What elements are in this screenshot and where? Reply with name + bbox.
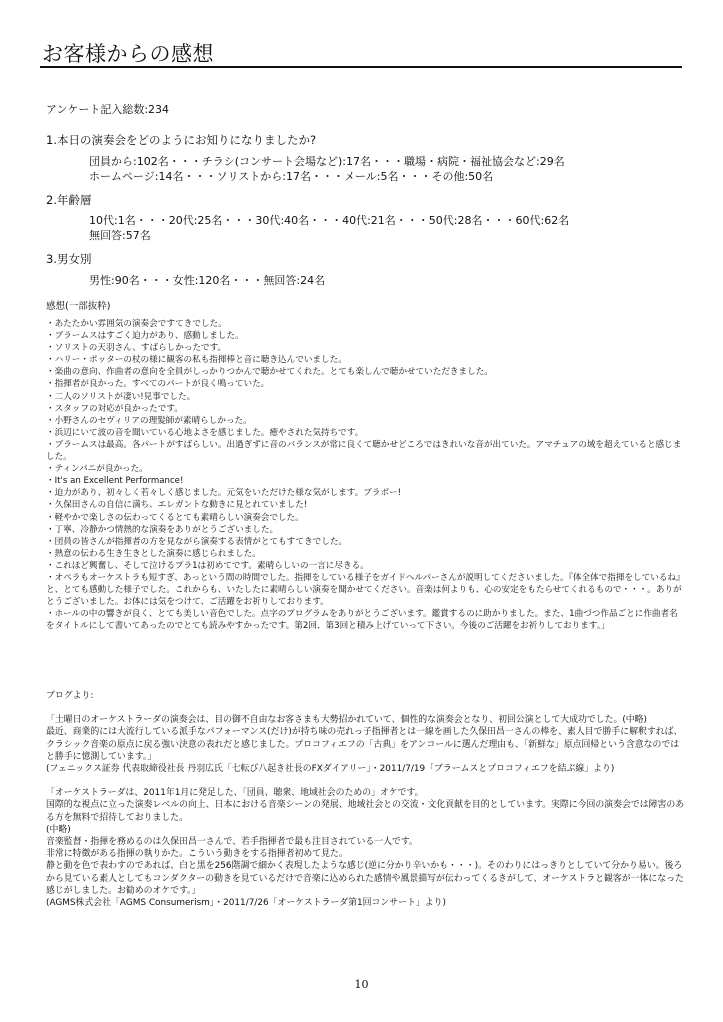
impression-item: ・オペラもオーケストラも短すぎ、あっという間の時間でした。指揮をしている様子をガイドヘルパーさんが説明してくださいました。『体全体で指揮をしているね』と、とても感動した様子でした。これからも、いたしたに素晴らしい演奏を聞かせてください。音楽は何よりも、心の安定をもたらせてくれるもので・・・。ありがとうございました。お体には気をつけて、ご活躍をお祈りしております。 xyxy=(46,572,685,608)
impression-item: ・スタッフの対応が良かったです。 xyxy=(46,403,183,414)
impression-item: ・ホールの中の響きが良く、とても美しい音色でした。点字のプログラムをありがとうございます。鑑賞するのに助かりました。また、1曲づつ作品ごとに作曲者名をタイトルにして書いてあったのでとても読みやすかったです。第2回、第3回と積み上げていって下さい。今後のご活躍をお祈りしております。」 xyxy=(46,609,678,632)
impression-item: ・丁寧、冷静かつ情熱的な演奏をありがとうございました。 xyxy=(46,524,279,535)
impression-item: ・熱意の伝わる生き生きとした演奏に感じられました。 xyxy=(46,548,261,559)
impression-item: ・二人のソリストが凄い!見事でした。 xyxy=(46,391,196,402)
q2-answer-line-2: 無回答:57名 xyxy=(89,229,151,242)
blog-heading: ブログより: xyxy=(46,691,94,701)
blog-entry-2-paragraph: 静と動を色で表わすのであれば、白と黒を256階調で細かく表現したような感じ(逆に分かり辛いかも・・・)。そのわりにはっきりとしていて分かり易い。後ろから見ている素人としてもコンダクターの動きを見ているだけで音楽に込められた感情や風景描写が伝わってくるきがして、オーケストラと観客が一体になった感じがしました。お勧めのオケです。」 xyxy=(46,861,684,896)
blog-entry-2-paragraph: 音楽監督・指揮を務めるのは久保田昌一さんで、若手指揮者で最も注目されている一人です。 xyxy=(46,837,418,848)
blog-entry-2-paragraph: 非常に特徴がある指揮の執りかた。こういう動きをする指揮者初めて見た。 xyxy=(46,849,348,860)
impression-item: ・指揮者が良かった。すべてのパートが良く鳴っていた。 xyxy=(46,379,270,390)
impression-item: ・久保田さんの自信に満ち、エレガントな動きに見とれていました! xyxy=(46,500,308,511)
impression-item: ・ブラームスは最高。各パートがすばらしい。出過ぎずに音のバランスが常に良くて聴かせどころではきれいな音が出ていた。アマチュアの域を超えていると感じました。 xyxy=(46,439,682,463)
q2-answer-line-1: 10代:1名・・・20代:25名・・・30代:40名・・・40代:21名・・・50代:28名・・・60代:62名 xyxy=(89,214,570,227)
impression-item: ・It's an Excellent Performance! xyxy=(46,476,184,487)
paragraph-gap xyxy=(46,775,686,787)
blog-entry-2-paragraph: 「オーケストラーダは、2011年1月に発足した、「団員、聴衆、地域社会のための」オケです。 xyxy=(46,788,424,799)
impression-item: ・団員の皆さんが指揮者の方を見ながら演奏する表情がとてもすてきでした。 xyxy=(46,536,348,547)
impressions-list xyxy=(46,318,686,632)
impression-item: ・軽やかで楽しさの伝わってくるとても素晴らしい演奏会でした。 xyxy=(46,512,304,523)
blog-entry-1-paragraph: 最近、商業的には大流行している派手なパフォーマンス(だけ)が持ち味の売れっ子指揮者とは一線を画した久保田昌一さんの棒を、素人目で勝手に解釈すれば、クラシック音楽の原点に戻る強い決意の表れだと感じました。プロコフィエフの「古典」をアンコールに選んだ理由も、「新鮮な」原点回帰という含意なのではと勝手に憶測しています。」 xyxy=(46,727,683,762)
impression-item: ・ブラームスはすごく迫力があり、感動しました。 xyxy=(46,331,244,342)
page-number: 10 xyxy=(354,978,369,991)
survey-total: アンケート記入総数:234 xyxy=(46,103,170,116)
q3-answer-line-1: 男性:90名・・・女性:120名・・・無回答:24名 xyxy=(89,274,326,287)
paragraph-gap xyxy=(46,702,686,714)
impression-item: ・迫力があり、初々しく若々しく感じました。元気をいただけた様な気がします。ブラボー! xyxy=(46,488,402,499)
q2-question: 2.年齢層 xyxy=(46,193,92,207)
blog-entry-1-source: (フェニックス証券 代表取締役社長 丹羽広氏「七転び八起き社長のFXダイアリー」・2011/7/19「ブラームスとプロコフィエフを結ぶ線」より) xyxy=(46,764,615,775)
impression-item: ・楽曲の意向、作曲者の意向を全員がしっかりつかんで聴かせてくれた。とても楽しんで聴かせていただきました。 xyxy=(46,367,493,378)
impression-item: ・あたたかい雰囲気の演奏会ですてきでした。 xyxy=(46,319,227,329)
impression-item: ・浜辺にいて波の音を聞いている心地よさを感じました。癒やされた気持ちです。 xyxy=(46,427,364,438)
impressions-heading: 感想(一部抜粋) xyxy=(46,301,111,312)
impression-item: ・これほど興奮し、そして泣けるプラ1は初めてです。素晴らしいの一言に尽きる。 xyxy=(46,560,369,571)
q1-answer-line-1: 団員から:102名・・・チラシ(コンサート会場など):17名・・・職場・病院・福祉協会など:29名 xyxy=(89,155,565,168)
blog-entry-2-source: (AGMS株式会社「AGMS Consumerism」・2011/7/26「オーケストラーダ第1回コンサート」より) xyxy=(46,898,447,909)
q1-question: 1.本日の演奏会をどのようにお知りになりましたか? xyxy=(46,133,317,147)
impression-item: ・ティンパニが良かった。 xyxy=(46,464,148,475)
impression-item: ・ソリストの天羽さん、すばらしかったです。 xyxy=(46,343,227,354)
blog-entry-2-paragraph: (中略) xyxy=(46,824,71,835)
page-title: お客様からの感想 xyxy=(42,42,214,66)
title-underline xyxy=(40,66,682,68)
blog-section xyxy=(46,690,686,909)
impression-item: ・小野さんのセヴィリアの理髪師が素晴らしかった。 xyxy=(46,415,252,426)
q1-answer-line-2: ホームページ:14名・・・ソリストから:17名・・・メール:5名・・・その他:50名 xyxy=(89,170,494,183)
blog-entry-2-paragraph: 国際的な視点に立った演奏レベルの向上、日本における音楽シーンの発展、地域社会との交流・文化貢献を目的としています。実際に今回の演奏会では障害のある方を無料で招待しておりました。 xyxy=(46,800,685,823)
blog-entry-1-paragraph: 「土曜日のオーケストラーダの演奏会は、目の御不自由なお客さまも大勢招かれていて、個性的な演奏会となり、初回公演として大成功でした。(中略) xyxy=(46,715,648,726)
q3-question: 3.男女別 xyxy=(46,252,92,266)
impression-item: ・ハリー・ポッターの杖の様に観客の私も指揮棒と音に聴き込んでいました。 xyxy=(46,355,347,366)
